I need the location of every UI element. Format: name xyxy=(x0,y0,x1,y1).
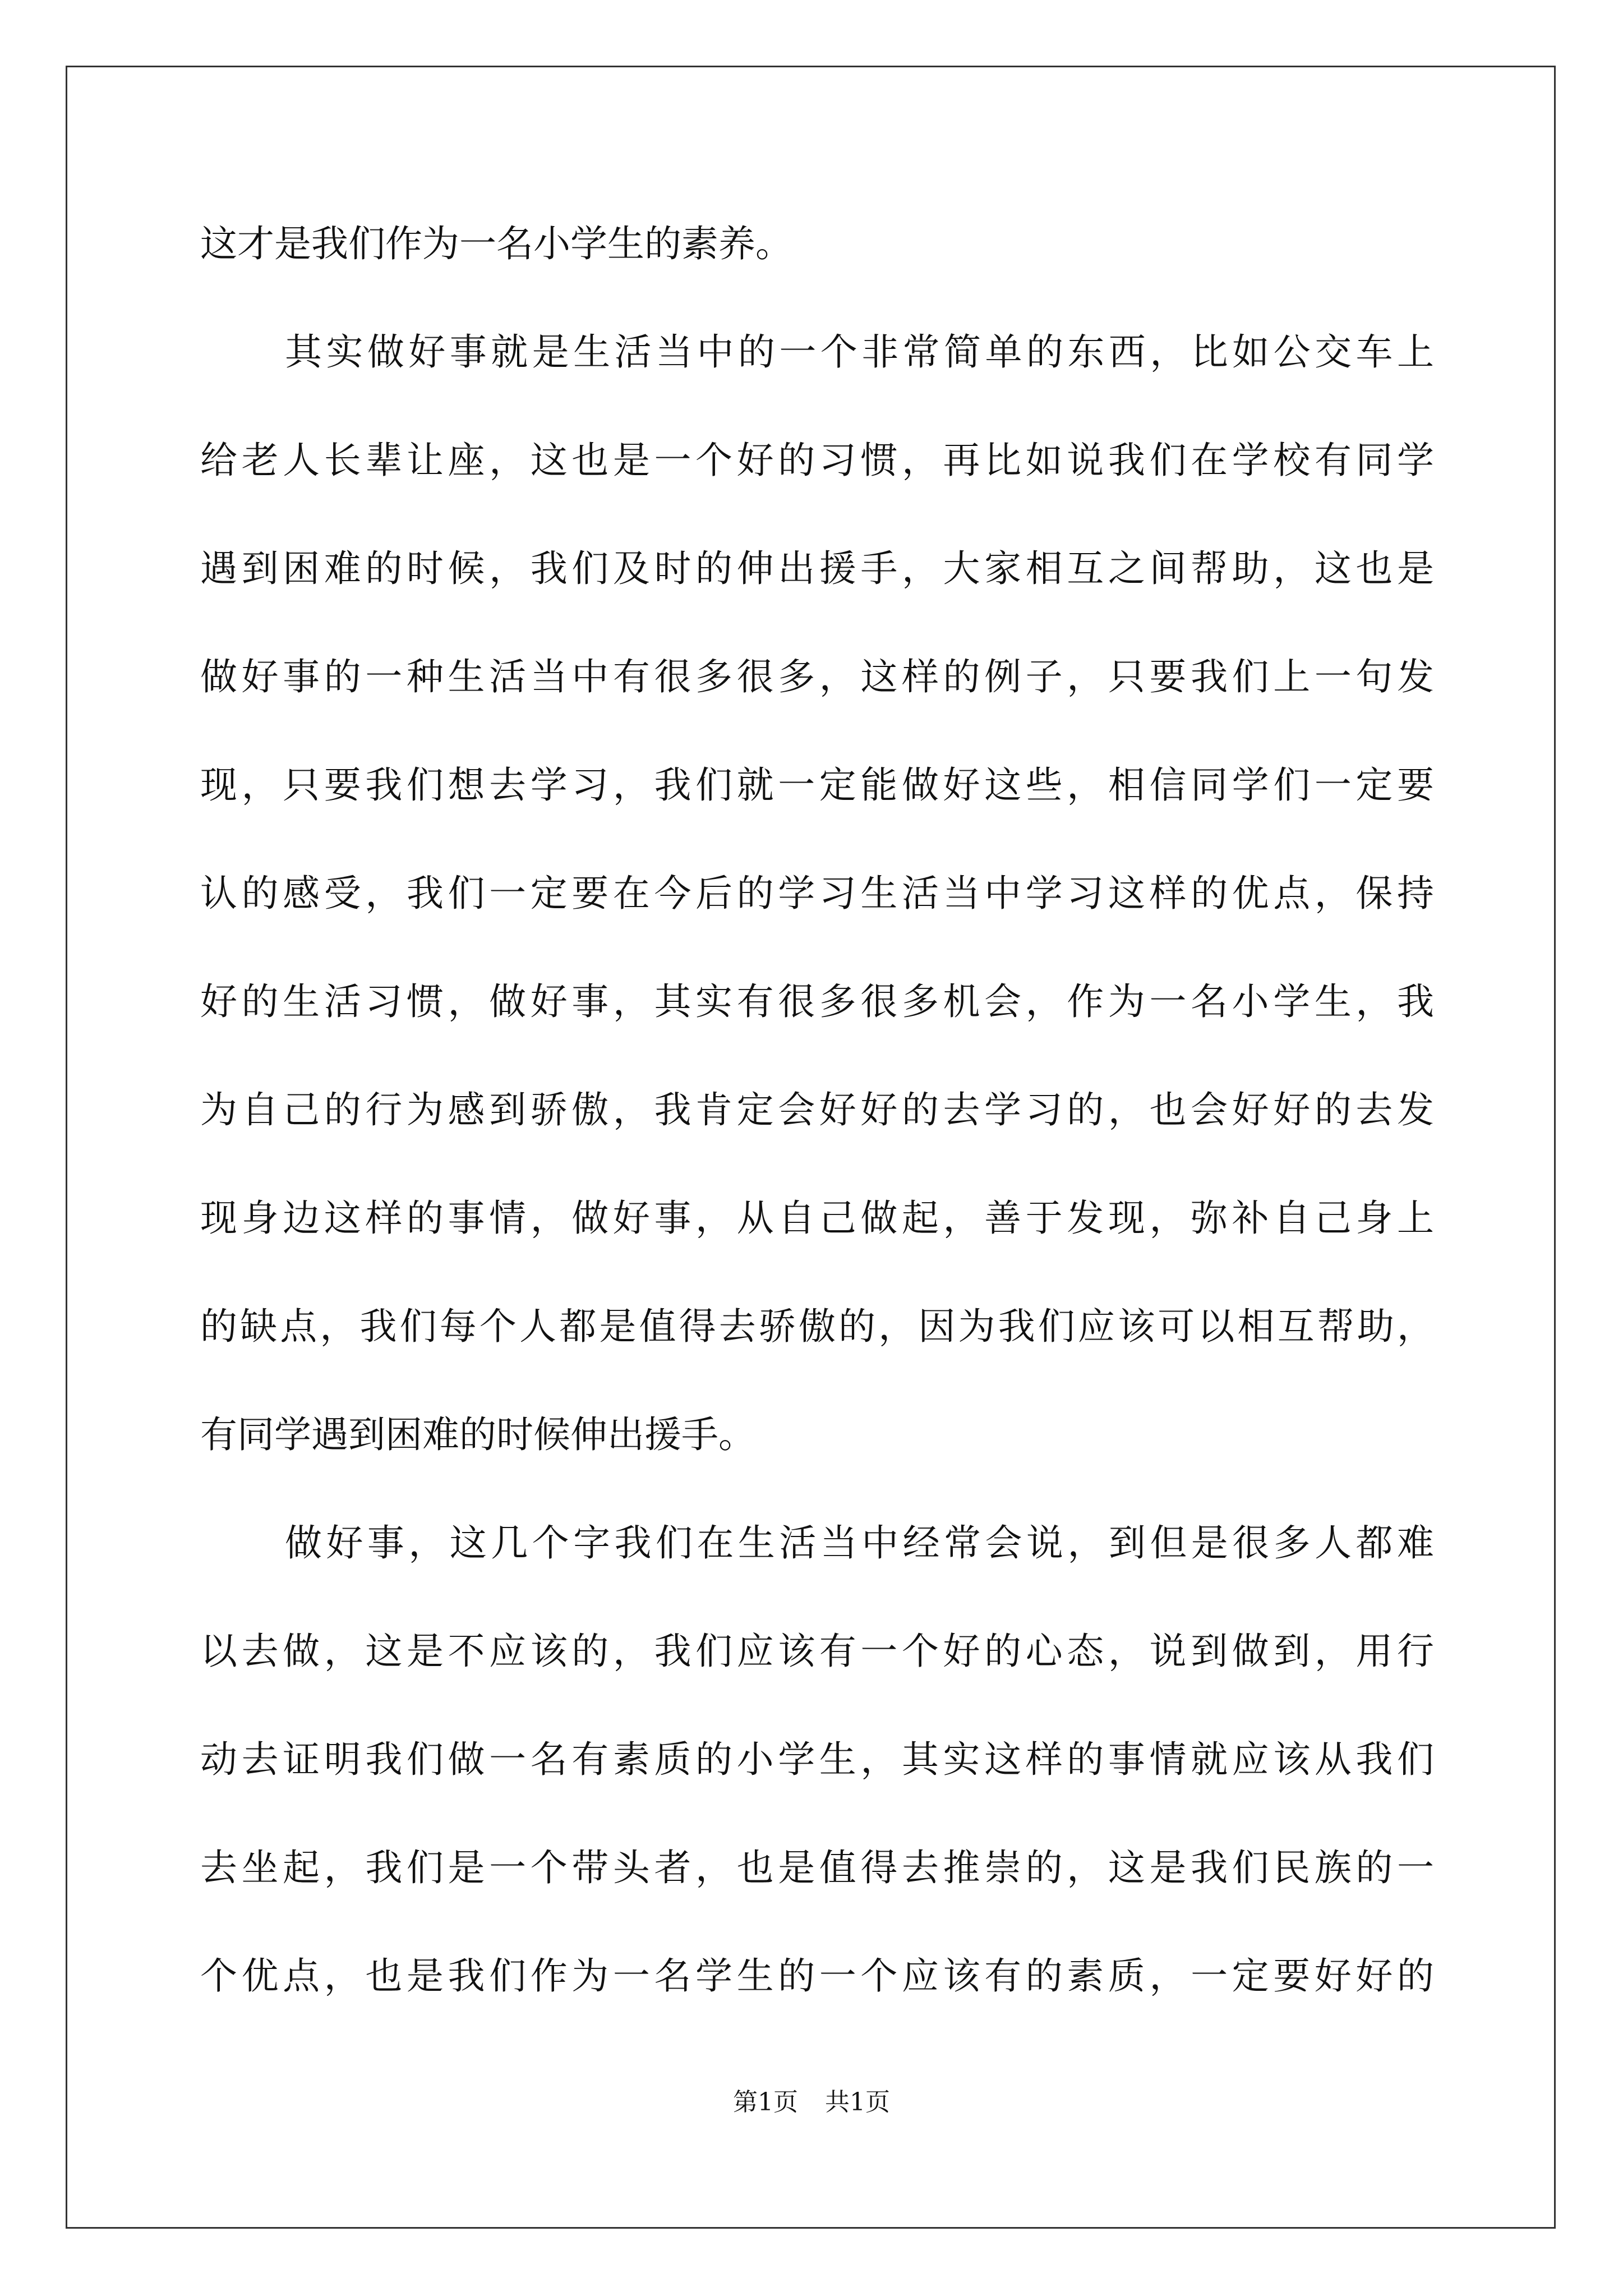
page-number: 第1页 xyxy=(733,2088,798,2116)
page-footer xyxy=(0,2086,1623,2119)
text-line-13: 做好事，这几个字我们在生活当中经常会说，到但是很多人都难 xyxy=(285,1521,1434,1565)
document-body xyxy=(200,213,1434,2054)
text-line-10: 现身边这样的事情，做好事，从自己做起，善于发现，弥补自己身上 xyxy=(200,1197,1434,1240)
text-line-5: 做好事的一种生活当中有很多很多，这样的例子，只要我们上一句发 xyxy=(200,655,1434,698)
text-line-11: 的缺点，我们每个人都是值得去骄傲的，因为我们应该可以相互帮助， xyxy=(200,1305,1434,1348)
text-line-15: 动去证明我们做一名有素质的小学生，其实这样的事情就应该从我们 xyxy=(200,1738,1434,1781)
text-line-3: 给老人长辈让座，这也是一个好的习惯，再比如说我们在学校有同学 xyxy=(200,439,1434,482)
text-line-7: 认的感受，我们一定要在今后的学习生活当中学习这样的优点，保持 xyxy=(200,872,1434,915)
text-line-9: 为自己的行为感到骄傲，我肯定会好好的去学习的，也会好好的去发 xyxy=(200,1088,1434,1131)
text-line-6: 现，只要我们想去学习，我们就一定能做好这些，相信同学们一定要 xyxy=(200,763,1434,807)
text-line-8: 好的生活习惯，做好事，其实有很多很多机会，作为一名小学生，我 xyxy=(200,980,1434,1023)
page-total: 共1页 xyxy=(825,2088,890,2116)
text-line-1: 这才是我们作为一名小学生的素养。 xyxy=(200,222,792,265)
text-line-16: 去坐起，我们是一个带头者，也是值得去推崇的，这是我们民族的一 xyxy=(200,1846,1434,1889)
text-line-2: 其实做好事就是生活当中的一个非常简单的东西，比如公交车上 xyxy=(285,330,1434,374)
text-line-17: 个优点，也是我们作为一名学生的一个应该有的素质，一定要好好的 xyxy=(200,1954,1434,1998)
text-line-4: 遇到困难的时候，我们及时的伸出援手，大家相互之间帮助，这也是 xyxy=(200,547,1434,590)
text-line-14: 以去做，这是不应该的，我们应该有一个好的心态，说到做到，用行 xyxy=(200,1630,1434,1673)
text-line-12: 有同学遇到困难的时候伸出援手。 xyxy=(200,1413,755,1456)
